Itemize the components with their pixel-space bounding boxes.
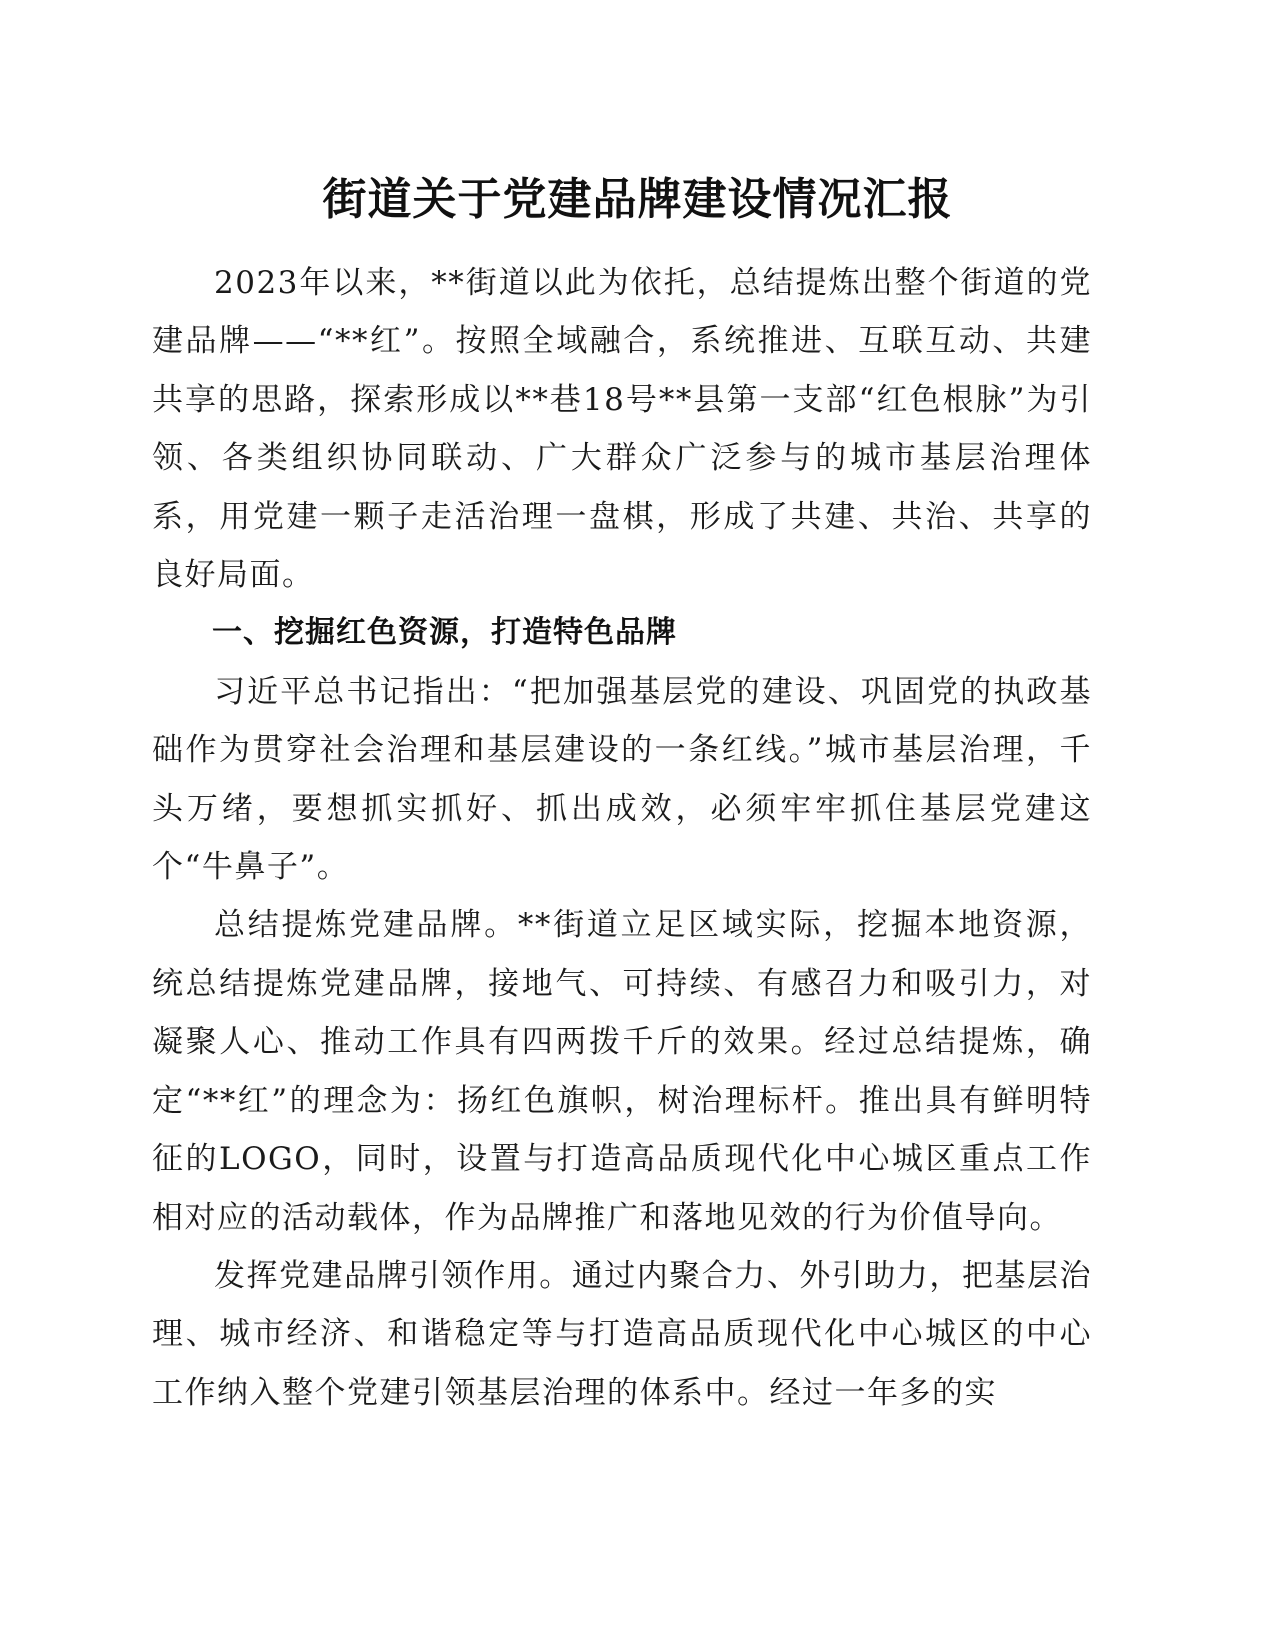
- summary-paragraph: 总结提炼党建品牌。**街道立足区域实际，挖掘本地资源，统总结提炼党建品牌，接地气、可持续、有感召力和吸引力，对凝聚人心、推动工作具有四两拨千斤的效果。经过总结提炼，确定“**红”的理念为：扬红色旗帜，树治理标杆。推出具有鲜明特征的LOGO，同时，设置与打造高品质现代化中心城区重点工作相对应的活动载体，作为品牌推广和落地见效的行为价值导向。: [152, 907, 1092, 1236]
- quote-paragraph: 习近平总书记指出：“把加强基层党的建设、巩固党的执政基础作为贯穿社会治理和基层建设的一条红线。”城市基层治理，千头万绪，要想抓实抓好、抓出成效，必须牢牢抓住基层党建这个“牛鼻子”。: [152, 673, 1092, 886]
- section-heading: 一、挖掘红色资源，打造特色品牌: [212, 615, 677, 651]
- document-title: 街道关于党建品牌建设情况汇报: [322, 174, 953, 225]
- leading-role-paragraph: 发挥党建品牌引领作用。通过内聚合力、外引助力，把基层治理、城市经济、和谐稳定等与打造高品质现代化中心城区的中心工作纳入整个党建引领基层治理的体系中。经过一年多的实: [152, 1257, 1092, 1411]
- intro-paragraph: 2023年以来，**街道以此为依托，总结提炼出整个街道的党建品牌——“**红”。按照全域融合，系统推进、互联互动、共建共享的思路，探索形成以**巷18号**县第一支部“红色根脉”为引领、各类组织协同联动、广大群众广泛参与的城市基层治理体系，用党建一颗子走活治理一盘棋，形成了共建、共治、共享的良好局面。: [152, 265, 1092, 594]
- document-body: [152, 254, 1092, 1422]
